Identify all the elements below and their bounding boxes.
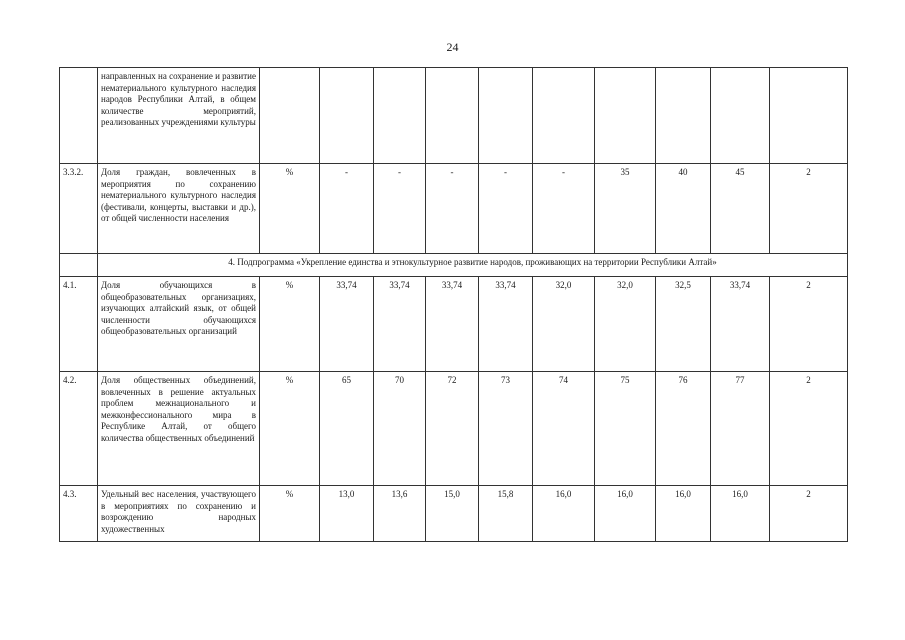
unit-cell: % xyxy=(260,277,320,372)
value-cell: 32,5 xyxy=(656,277,711,372)
value-cell: 15,8 xyxy=(479,486,533,542)
value-cell: 32,0 xyxy=(595,277,656,372)
value-cell: 75 xyxy=(595,372,656,486)
indicator-name: Доля общественных объединений, вовлеченных в решение актуальных проблем межнационального и межконфессионального мира в Республике Алтай, от общего количества общественных объединений xyxy=(98,372,260,486)
indicator-name: Удельный вес населения, участвующего в мероприятиях по сохранению и возрождению народных художественных xyxy=(98,486,260,542)
table-row xyxy=(60,486,848,542)
value-cell xyxy=(320,68,374,164)
value-cell: 40 xyxy=(656,164,711,254)
section-code-cell xyxy=(60,254,98,277)
value-cell xyxy=(479,68,533,164)
value-cell: 33,74 xyxy=(374,277,426,372)
value-cell: 35 xyxy=(595,164,656,254)
value-cell: 13,0 xyxy=(320,486,374,542)
value-cell: - xyxy=(479,164,533,254)
indicator-name: Доля граждан, вовлеченных в мероприятия по сохранению нематериального культурного наследия (фестивали, концерты, выставки и др.), от общей численности населения xyxy=(98,164,260,254)
section-row xyxy=(60,254,848,277)
unit-cell: % xyxy=(260,486,320,542)
unit-cell: % xyxy=(260,164,320,254)
value-cell: 16,0 xyxy=(595,486,656,542)
value-cell: 2 xyxy=(770,277,848,372)
value-cell: 73 xyxy=(479,372,533,486)
row-code: 3.3.2. xyxy=(60,164,98,254)
value-cell: 16,0 xyxy=(711,486,770,542)
table-row xyxy=(60,372,848,486)
value-cell: 33,74 xyxy=(320,277,374,372)
value-cell: 16,0 xyxy=(533,486,595,542)
value-cell: 70 xyxy=(374,372,426,486)
value-cell: 72 xyxy=(426,372,479,486)
value-cell: 45 xyxy=(711,164,770,254)
value-cell: 16,0 xyxy=(656,486,711,542)
value-cell: 33,74 xyxy=(426,277,479,372)
value-cell xyxy=(711,68,770,164)
row-code: 4.2. xyxy=(60,372,98,486)
unit-cell xyxy=(260,68,320,164)
value-cell: 32,0 xyxy=(533,277,595,372)
table-row xyxy=(60,68,848,164)
value-cell: 2 xyxy=(770,164,848,254)
value-cell: 33,74 xyxy=(479,277,533,372)
row-code: 4.1. xyxy=(60,277,98,372)
value-cell: - xyxy=(320,164,374,254)
value-cell: 74 xyxy=(533,372,595,486)
section-title: 4. Подпрограмма «Укрепление единства и этнокультурное развитие народов, проживающих на территории Республики Алтай» xyxy=(98,254,848,277)
table-row xyxy=(60,164,848,254)
unit-cell: % xyxy=(260,372,320,486)
row-code: 4.3. xyxy=(60,486,98,542)
value-cell xyxy=(426,68,479,164)
value-cell xyxy=(533,68,595,164)
value-cell: 15,0 xyxy=(426,486,479,542)
table-row xyxy=(60,277,848,372)
value-cell: - xyxy=(533,164,595,254)
value-cell xyxy=(374,68,426,164)
value-cell xyxy=(770,68,848,164)
value-cell: 76 xyxy=(656,372,711,486)
indicators-table xyxy=(59,67,848,542)
page-number: 24 xyxy=(446,40,459,54)
value-cell: 2 xyxy=(770,486,848,542)
value-cell: 65 xyxy=(320,372,374,486)
value-cell xyxy=(595,68,656,164)
indicator-name: Доля обучающихся в общеобразовательных организациях, изучающих алтайский язык, от общей численности обучающихся общеобразовательных организаций xyxy=(98,277,260,372)
value-cell: 33,74 xyxy=(711,277,770,372)
value-cell xyxy=(656,68,711,164)
indicator-name: направленных на сохранение и развитие нематериального культурного наследия народов Республики Алтай, в общем количестве мероприятий, реализованных учреждениями культуры xyxy=(98,68,260,164)
value-cell: - xyxy=(374,164,426,254)
value-cell: - xyxy=(426,164,479,254)
value-cell: 13,6 xyxy=(374,486,426,542)
value-cell: 77 xyxy=(711,372,770,486)
value-cell: 2 xyxy=(770,372,848,486)
row-code xyxy=(60,68,98,164)
